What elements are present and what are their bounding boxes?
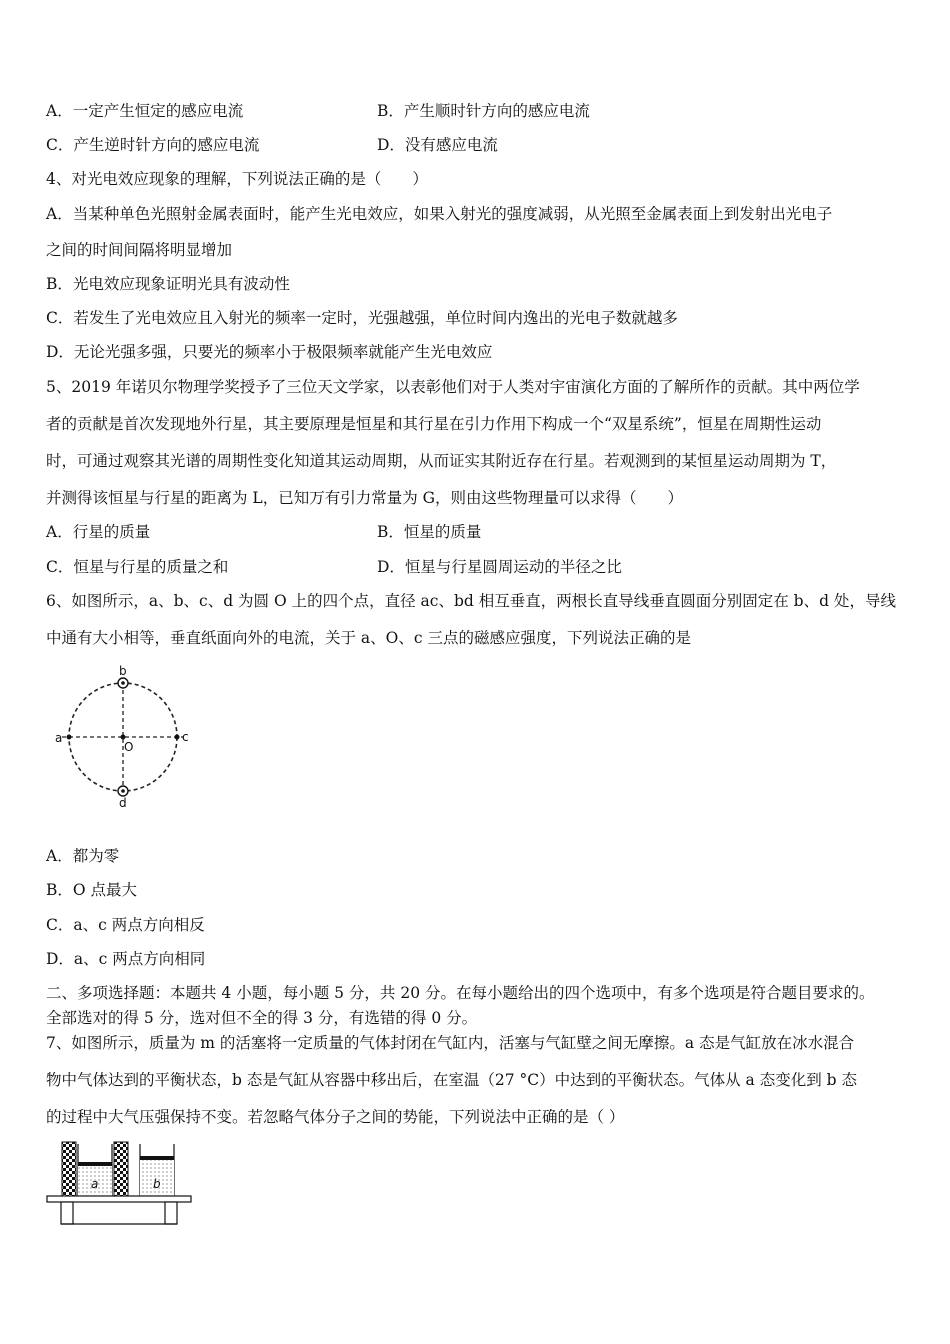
q5-option-a: A．行星的质量 — [46, 523, 151, 541]
q3-option-d: D．没有感应电流 — [377, 136, 498, 154]
label-o: O — [124, 740, 134, 754]
q4-option-c: C．若发生了光电效应且入射光的频率一定时，光强越强，单位时间内逸出的光电子数就越多 — [46, 309, 678, 327]
q6-option-a: A．都为零 — [46, 847, 120, 865]
q3-option-c: C．产生逆时针方向的感应电流 — [46, 136, 260, 154]
q4-option-a-line1: A．当某种单色光照射金属表面时，能产生光电效应，如果入射光的强度减弱，从光照至金属表面上到发射出光电子 — [46, 205, 833, 223]
q5-stem-line1: 5、2019 年诺贝尔物理学奖授予了三位天文学家，以表彰他们对于人类对宇宙演化方面的了解所作的贡献。其中两位学 — [46, 378, 860, 396]
q5-stem-line2: 者的贡献是首次发现地外行星，其主要原理是恒星和其行星在引力作用下构成一个“双星系统”，恒星在周期性运动 — [46, 415, 822, 433]
q6-stem-line1: 6、如图所示，a、b、c、d 为圆 O 上的四个点，直径 ac、bd 相互垂直，两根长直导线垂直圆面分别固定在 b、d 处，导线 — [46, 592, 896, 610]
q4-stem: 4、对光电效应现象的理解，下列说法正确的是（ ） — [46, 170, 428, 188]
wire-d-current-out-icon — [118, 786, 128, 796]
q4-option-b: B．光电效应现象证明光具有波动性 — [46, 275, 290, 293]
q6-stem-line2: 中通有大小相等，垂直纸面向外的电流，关于 a、O、c 三点的磁感应强度，下列说法正确的是 — [46, 629, 691, 647]
cylinder-label-b: b — [153, 1177, 161, 1191]
label-d: d — [119, 796, 127, 810]
container-right-wall — [114, 1142, 128, 1196]
container-left-wall — [62, 1142, 76, 1196]
q5-option-c: C．恒星与行星的质量之和 — [46, 558, 229, 576]
q5-option-b: B．恒星的质量 — [377, 523, 482, 541]
q7-stem-line2: 物中气体达到的平衡状态，b 态是气缸从容器中移出后，在室温（27 °C）中达到的平衡状态。气体从 a 态变化到 b 态 — [46, 1071, 857, 1089]
q3-option-a: A．一定产生恒定的感应电流 — [46, 102, 244, 120]
q7-stem-line1: 7、如图所示，质量为 m 的活塞将一定质量的气体封闭在气缸内，活塞与气缸壁之间无摩擦。a 态是气缸放在冰水混合 — [46, 1034, 855, 1052]
label-b: b — [119, 664, 127, 678]
cylinder-diagram — [45, 1138, 195, 1230]
point-o-dot — [121, 735, 126, 740]
wire-b-current-out-icon — [118, 678, 128, 688]
table-leg-left — [61, 1202, 73, 1224]
q4-option-a-line2: 之间的时间间隔将明显增加 — [46, 241, 233, 259]
cylinder-label-a: a — [91, 1177, 99, 1191]
circle-diagram — [50, 665, 200, 810]
q5-stem-line4: 并测得该恒星与行星的距离为 L，已知万有引力常量为 G，则由这些物理量可以求得（ ） — [46, 489, 684, 507]
q5-stem-line3: 时，可通过观察其光谱的周期性变化知道其运动周期，从而证实其附近存在行星。若观测到的某恒星运动周期为 T， — [46, 452, 837, 470]
section2-heading-line2: 全部选对的得 5 分，选对但不全的得 3 分，有选错的得 0 分。 — [46, 1009, 478, 1027]
table-top — [47, 1196, 191, 1202]
table-leg-right — [165, 1202, 177, 1224]
q6-option-c: C．a、c 两点方向相反 — [46, 916, 205, 934]
q6-option-d: D．a、c 两点方向相同 — [46, 950, 206, 968]
q6-option-b: B．O 点最大 — [46, 881, 138, 899]
q5-option-d: D．恒星与行星圆周运动的半径之比 — [377, 558, 622, 576]
q3-option-b: B．产生顺时针方向的感应电流 — [377, 102, 590, 120]
section2-heading-line1: 二、多项选择题：本题共 4 小题，每小题 5 分，共 20 分。在每小题给出的四个选项中，有多个选项是符合题目要求的。 — [46, 984, 875, 1002]
point-a-dot — [67, 735, 72, 740]
label-c: c — [182, 730, 189, 744]
q4-option-d: D．无论光强多强，只要光的频率小于极限频率就能产生光电效应 — [46, 343, 493, 361]
label-a: a — [55, 731, 63, 745]
q7-stem-line3: 的过程中大气压强保持不变。若忽略气体分子之间的势能，下列说法中正确的是（ ） — [46, 1108, 625, 1126]
point-c-dot — [175, 735, 180, 740]
